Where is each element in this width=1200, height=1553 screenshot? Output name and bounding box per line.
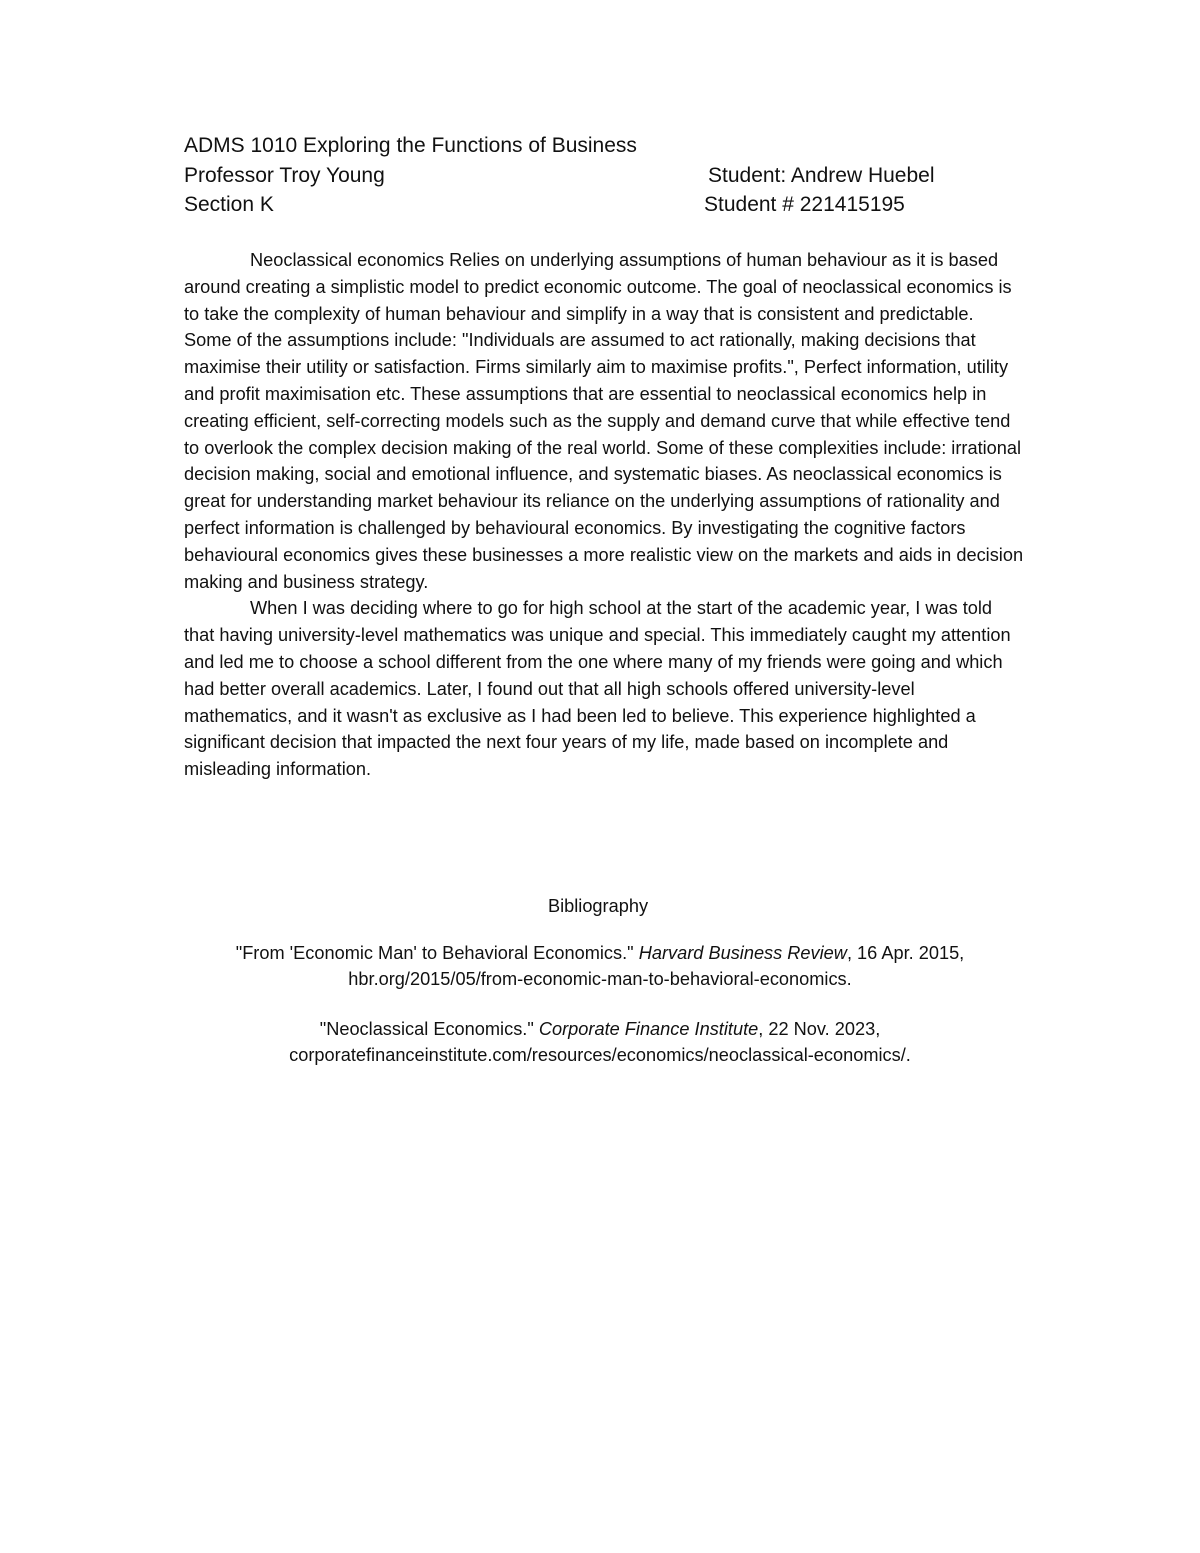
student-name: Student: Andrew Huebel (708, 163, 935, 187)
document-header (184, 131, 1024, 220)
citation-line (0, 940, 1200, 966)
citation-source: Harvard Business Review (638, 943, 847, 963)
header-row-professor (184, 161, 1024, 191)
section-label: Section K (184, 193, 274, 216)
citation-date: , 16 Apr. 2015, (846, 943, 965, 963)
citation-line (0, 1016, 1200, 1042)
citation-title: "From 'Economic Man' to Behavioral Economics." (235, 943, 634, 963)
header-row-section (184, 190, 1024, 220)
paragraph-neoclassical: Neoclassical economics Relies on underlying assumptions of human behaviour as it is based around creating a simplistic model to predict economic outcome. The goal of neoclassical economics is to take the complexity of human behaviour and simplify in a way that is consistent and predictable. Some of the assumptions include: "Individuals are assumed to act rationally, making decisions that maximise their utility or satisfaction. Firms similarly aim to maximise profits.", Perfect information, utility and profit maximisation etc. These assumptions that are essential to neoclassical economics help in creating efficient, self-correcting models such as the supply and demand curve that while effective tend to overlook the complex decision making of the real world. Some of these complexities include: irrational decision making, social and emotional influence, and systematic biases. As neoclassical economics is great for understanding market behaviour its reliance on the underlying assumptions of rationality and perfect information is challenged by behavioural economics. By investigating the cognitive factors behavioural economics gives these businesses a more realistic view on the markets and aids in decision making and business strategy. (184, 250, 1024, 592)
bibliography-heading: Bibliography (547, 896, 649, 916)
citation-cfi (0, 1016, 1200, 1069)
citation-url: corporatefinanceinstitute.com/resources/economics/neoclassical-economics/. (289, 1045, 911, 1066)
citation-url: hbr.org/2015/05/from-economic-man-to-behavioral-economics. (348, 969, 852, 990)
student-number: Student # 221415195 (704, 193, 905, 216)
essay-body (184, 247, 1024, 783)
citation-title: "Neoclassical Economics." (319, 1019, 534, 1039)
header-row-course (184, 131, 1024, 161)
citation-source: Corporate Finance Institute (538, 1019, 759, 1039)
course-title: ADMS 1010 Exploring the Functions of Business (184, 134, 637, 157)
citation-hbr (0, 940, 1200, 993)
paragraph-personal-experience: When I was deciding where to go for high school at the start of the academic year, I was told that having university-level mathematics was unique and special. This immediately caught my attention and led me to choose a school different from the one where many of my friends were going and which had better overall academics. Later, I found out that all high schools offered university-level mathematics, and it wasn't as exclusive as I had been led to believe. This experience highlighted a significant decision that impacted the next four years of my life, made based on incomplete and misleading information. (184, 598, 1011, 780)
professor-name: Professor Troy Young (184, 163, 385, 187)
citation-date: , 22 Nov. 2023, (758, 1019, 881, 1039)
